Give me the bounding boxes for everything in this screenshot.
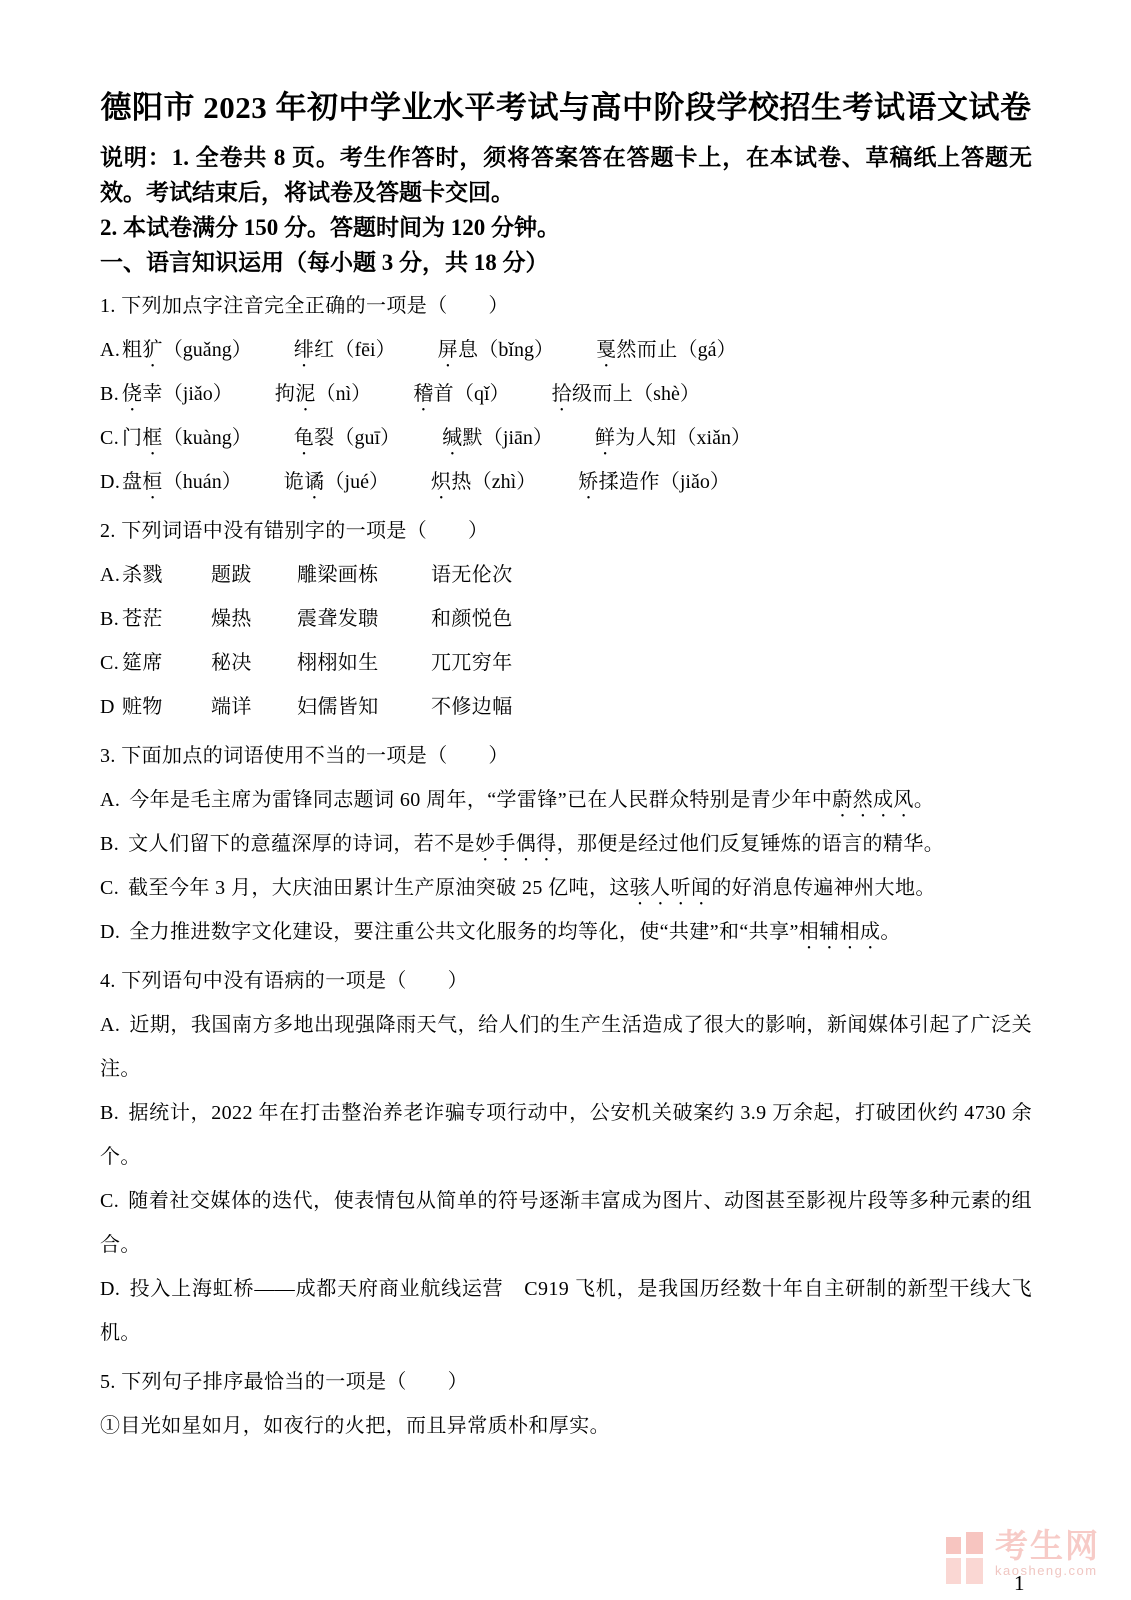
pinyin-item	[552, 372, 700, 416]
page-content	[100, 0, 1032, 1448]
char: 而	[592, 383, 613, 405]
word-item: 苍茫	[122, 608, 163, 630]
emphasized-phrase: 相辅相成	[798, 921, 881, 943]
pinyin-reading: （jiǎo）	[162, 383, 233, 405]
pinyin-reading: （huán）	[162, 471, 242, 493]
q1-option-row-2	[100, 416, 1032, 460]
dotted-char: 炽	[430, 471, 452, 493]
q3-option-d	[100, 910, 1032, 954]
dotted-char: 侥	[122, 383, 143, 405]
pinyin-item	[122, 460, 242, 504]
pinyin-item	[578, 460, 730, 504]
word-item: 妇儒皆知	[297, 696, 379, 718]
pinyin-reading: （jiān）	[482, 427, 553, 449]
pinyin-reading: （guī）	[334, 427, 401, 449]
char: 幸	[142, 383, 163, 405]
dotted-word	[275, 383, 316, 405]
pinyin-item	[275, 372, 371, 416]
dotted-word	[595, 427, 677, 449]
char: 作	[639, 471, 660, 493]
emphasized-phrase: 骇人听闻	[629, 877, 712, 899]
pinyin-reading: （xiǎn）	[676, 427, 751, 449]
char: 造	[619, 471, 640, 493]
pinyin-item	[294, 328, 396, 372]
char: 拘	[274, 383, 296, 405]
dotted-char: 缄	[442, 427, 463, 449]
dotted-char: 矫	[578, 471, 599, 493]
q2-option-row-0	[100, 553, 1032, 597]
option-label: C.	[100, 427, 120, 449]
pinyin-item	[122, 416, 252, 460]
word-item: 雕梁画栋	[297, 564, 379, 586]
question-1	[100, 284, 1032, 504]
dotted-word	[442, 427, 483, 449]
pinyin-reading: （fēi）	[334, 339, 396, 361]
dotted-char: 屏	[437, 339, 459, 361]
q2-options	[100, 553, 1032, 729]
option-label: D.	[100, 471, 121, 493]
char: 知	[656, 427, 677, 449]
pinyin-item	[595, 416, 751, 460]
word-item: 端详	[211, 696, 252, 718]
dotted-word	[596, 339, 678, 361]
option-label: A.	[100, 1014, 121, 1036]
exam-instructions	[100, 140, 1032, 280]
char: 人	[635, 427, 657, 449]
watermark-domain: kaosheng.com	[995, 1563, 1098, 1578]
pinyin-item	[442, 416, 553, 460]
char: 上	[612, 383, 634, 405]
q2-option-row-3	[100, 685, 1032, 729]
option-label: B.	[100, 383, 120, 405]
option-text: 据统计，2022 年在打击整治养老诈骗专项行动中，公安机关破案约 3.9 万余起，打破团伙约 4730 余个。	[100, 1102, 1032, 1168]
char: 粗	[122, 339, 143, 361]
pinyin-reading: （qǐ）	[454, 383, 510, 405]
emphasized-phrase: 蔚然成风	[832, 789, 914, 811]
question-4	[100, 959, 1032, 1355]
word-item: 和颜悦色	[431, 608, 513, 630]
option-text: 近期，我国南方多地出现强降雨天气，给人们的生产生活造成了很大的影响，新闻媒体引起了广泛关注。	[100, 1014, 1032, 1080]
q3-option-c	[100, 866, 1032, 910]
dotted-word	[294, 427, 335, 449]
pinyin-item	[122, 328, 252, 372]
word-item: 题跋	[211, 564, 252, 586]
word-item: 杀戮	[122, 564, 163, 586]
q3-option-a	[100, 778, 1032, 822]
instructions-para-2: 2. 本试卷满分 150 分。答题时间为 120 分钟。	[100, 215, 560, 240]
option-label: D	[100, 696, 115, 718]
dotted-char: 龟	[293, 427, 315, 449]
word-item: 语无伦次	[431, 564, 513, 586]
word-item: 赃物	[122, 696, 163, 718]
char: 裂	[314, 427, 335, 449]
pinyin-reading: （jiǎo）	[659, 471, 730, 493]
dotted-char: 桓	[142, 471, 163, 493]
pinyin-item	[596, 328, 737, 372]
pinyin-reading: （nì）	[315, 383, 372, 405]
pinyin-reading: （guǎng）	[162, 339, 252, 361]
word-item: 震聋发聩	[297, 608, 379, 630]
q4-option-a	[100, 1003, 1032, 1091]
q1-option-row-3	[100, 460, 1032, 504]
word-item: 兀兀穷年	[431, 652, 513, 674]
char: 然	[616, 339, 637, 361]
option-label: A.	[100, 339, 121, 361]
dotted-char: 谲	[304, 471, 325, 493]
question-3	[100, 734, 1032, 954]
pinyin-reading: （kuàng）	[162, 427, 252, 449]
dotted-word	[294, 339, 335, 361]
char: 首	[433, 383, 454, 405]
option-label: B.	[100, 608, 120, 630]
page-title: 德阳市 2023 年初中学业水平考试与高中阶段学校招生考试语文试卷	[100, 90, 1032, 125]
dotted-word	[413, 383, 454, 405]
dotted-char: 鲜	[594, 427, 616, 449]
dotted-char: 泥	[295, 383, 316, 405]
q5-sentence-1: ①目光如星如月，如夜行的火把，而且异常质朴和厚实。	[100, 1415, 610, 1437]
char: 盘	[122, 471, 143, 493]
dotted-word	[122, 471, 163, 493]
dotted-word	[438, 339, 479, 361]
option-label: B.	[100, 1102, 120, 1124]
dotted-char: 稽	[413, 383, 434, 405]
dotted-char: 犷	[142, 339, 163, 361]
word-item: 不修边幅	[431, 696, 513, 718]
dotted-char: 框	[142, 427, 163, 449]
char: 而	[636, 339, 658, 361]
option-text: 文人们留下的意蕴深厚的诗词，若不是妙手偶得，那便是经过他们反复锤炼的语言的精华。	[128, 833, 945, 855]
q1-option-row-0	[100, 328, 1032, 372]
char: 息	[458, 339, 479, 361]
word-item: 秘决	[211, 652, 252, 674]
option-text: 投入上海虹桥——成都天府商业航线运营 C919 飞机，是我国历经数十年自主研制的新型干线大飞机。	[100, 1278, 1032, 1344]
option-label: D.	[100, 921, 121, 943]
option-label: A.	[100, 564, 121, 586]
char: 揉	[598, 471, 620, 493]
question-area	[100, 284, 1032, 1448]
option-text: 今年是毛主席为雷锋同志题词 60 周年，“学雷锋”已在人民群众特别是青少年中蔚然成风。	[129, 789, 935, 811]
option-text: 截至今年 3 月，大庆油田累计生产原油突破 25 亿吨，这骇人听闻的好消息传遍神州大地。	[128, 877, 936, 899]
dotted-word	[552, 383, 634, 405]
q4-option-c	[100, 1179, 1032, 1267]
pinyin-reading: （zhì）	[471, 471, 537, 493]
q1-stem: 1. 下列加点字注音完全正确的一项是（ ）	[100, 295, 509, 317]
char: 诡	[283, 471, 305, 493]
dotted-word	[578, 471, 660, 493]
question-5	[100, 1360, 1032, 1448]
dotted-word	[122, 427, 163, 449]
q2-option-row-1	[100, 597, 1032, 641]
option-label: D.	[100, 1278, 121, 1300]
pinyin-item	[413, 372, 509, 416]
q4-option-b	[100, 1091, 1032, 1179]
q2-stem: 2. 下列词语中没有错别字的一项是（ ）	[100, 520, 489, 542]
option-label: C.	[100, 877, 120, 899]
q2-option-row-2	[100, 641, 1032, 685]
q1-options	[100, 328, 1032, 504]
option-label: A.	[100, 789, 121, 811]
word-item: 燥热	[211, 608, 252, 630]
word-item: 筵席	[122, 652, 163, 674]
option-label: B.	[100, 833, 120, 855]
dotted-char: 拾	[551, 383, 572, 405]
watermark-text	[995, 1530, 1100, 1578]
dotted-word	[122, 339, 163, 361]
pinyin-item	[294, 416, 400, 460]
dotted-char: 戛	[595, 339, 617, 361]
q5-stem: 5. 下列句子排序最恰当的一项是（ ）	[100, 1371, 468, 1393]
kaosheng-logo-icon	[946, 1532, 984, 1584]
q4-option-d	[100, 1267, 1032, 1355]
watermark-brand: 考生网	[995, 1529, 1100, 1565]
dotted-word	[431, 471, 472, 493]
emphasized-phrase: 妙手偶得	[474, 833, 557, 855]
char: 红	[314, 339, 335, 361]
dotted-char: 绯	[293, 339, 315, 361]
pinyin-item	[431, 460, 536, 504]
char: 默	[462, 427, 483, 449]
option-label: C.	[100, 1190, 120, 1212]
char: 门	[122, 427, 143, 449]
dotted-word	[284, 471, 325, 493]
pinyin-reading: （bǐng）	[478, 339, 554, 361]
option-text: 随着社交媒体的迭代，使表情包从简单的符号逐渐丰富成为图片、动图甚至影视片段等多种元素的组合。	[100, 1190, 1032, 1256]
pinyin-item	[122, 372, 233, 416]
pinyin-reading: （jué）	[324, 471, 389, 493]
page-number: 1	[1014, 1571, 1025, 1595]
q4-stem: 4. 下列语句中没有语病的一项是（ ）	[100, 970, 468, 992]
question-2	[100, 509, 1032, 729]
pinyin-reading: （shè）	[633, 383, 700, 405]
pinyin-item	[438, 328, 554, 372]
option-text: 全力推进数字文化建设，要注重公共文化服务的均等化，使“共建”和“共享”相辅相成。	[129, 921, 901, 943]
char: 为	[615, 427, 636, 449]
char: 热	[451, 471, 472, 493]
pinyin-reading: （gá）	[677, 339, 737, 361]
pinyin-item	[284, 460, 389, 504]
option-label: C.	[100, 652, 120, 674]
q3-option-b	[100, 822, 1032, 866]
q1-option-row-1	[100, 372, 1032, 416]
char: 止	[657, 339, 678, 361]
char: 级	[571, 383, 593, 405]
q3-stem: 3. 下面加点的词语使用不当的一项是（ ）	[100, 745, 509, 767]
word-item: 栩栩如生	[297, 652, 379, 674]
instructions-para-1: 说明：1. 全卷共 8 页。考生作答时，须将答案答在答题卡上，在本试卷、草稿纸上答题无效。考试结束后，将试卷及答题卡交回。	[100, 145, 1032, 205]
dotted-word	[122, 383, 163, 405]
section-heading: 一、语言知识运用（每小题 3 分，共 18 分）	[100, 250, 549, 275]
